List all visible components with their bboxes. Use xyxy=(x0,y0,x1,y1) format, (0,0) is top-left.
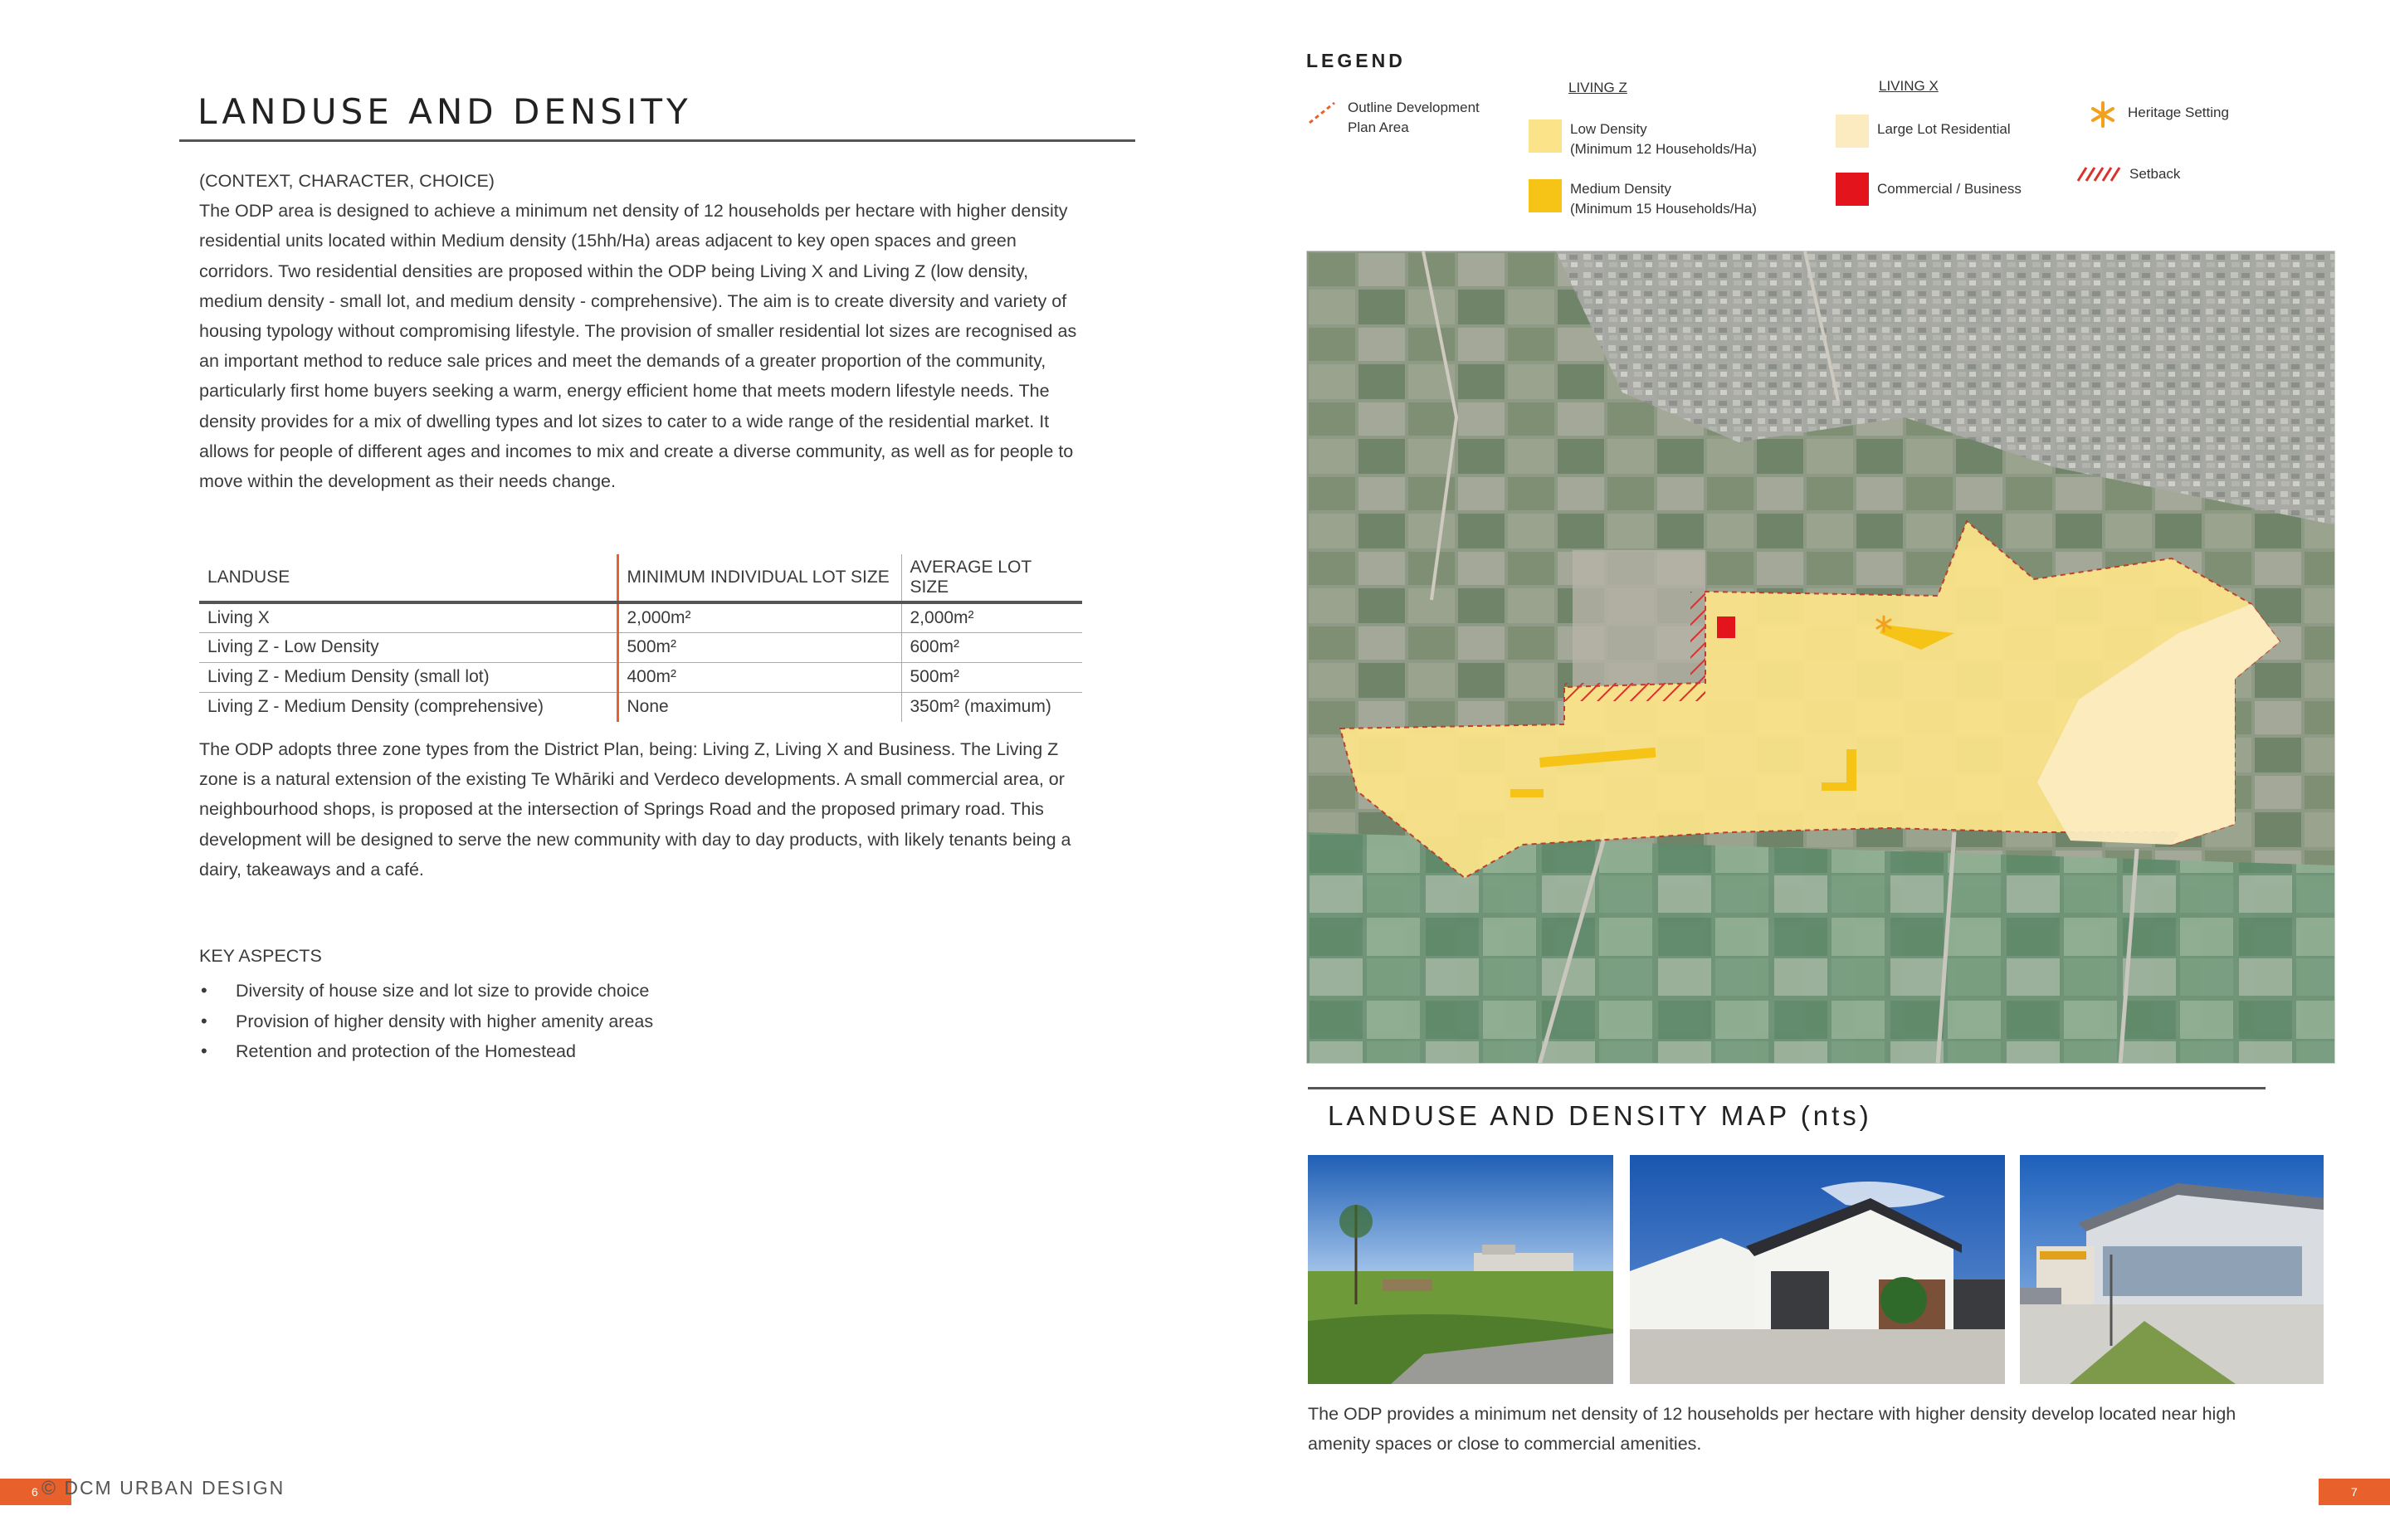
table-row xyxy=(199,632,1082,662)
key-aspects-list xyxy=(199,976,653,1067)
table-cell: Living Z - Medium Density (comprehensive) xyxy=(207,697,544,717)
table-header-avg-lot: AVERAGE LOT SIZE xyxy=(901,554,1082,602)
list-item: • Diversity of house size and lot size to provide choice xyxy=(199,976,653,1006)
map-caption-divider xyxy=(1308,1087,2266,1089)
legend-title: LEGEND xyxy=(1306,50,1406,71)
intro-section xyxy=(199,166,1095,496)
table-cell: None xyxy=(617,692,901,722)
table-cell: 400m² xyxy=(617,662,901,692)
map-caption: LANDUSE AND DENSITY MAP (nts) xyxy=(1328,1100,1872,1131)
legend-outline-label: Outline Development Plan Area xyxy=(1348,100,1480,135)
legend-setback xyxy=(2075,158,2180,191)
legend-living-x-heading: LIVING X xyxy=(1879,78,1939,94)
table-header-row xyxy=(199,554,1082,602)
table-cell: Living Z - Low Density xyxy=(199,632,617,662)
table-cell: 2,000m² xyxy=(617,602,901,632)
table-header-min-lot: MINIMUM INDIVIDUAL LOT SIZE xyxy=(617,554,901,602)
table-cell: Living X xyxy=(199,602,617,632)
photo-commercial xyxy=(2020,1155,2324,1384)
legend-medium-density xyxy=(1529,179,1757,219)
heritage-star-icon xyxy=(2086,98,2119,131)
table-cell: 500m² xyxy=(901,662,1082,692)
medium-density-swatch xyxy=(1529,179,1562,212)
low-density-swatch xyxy=(1529,119,1562,153)
list-item: • Retention and protection of the Homestead xyxy=(199,1036,653,1067)
commercial-swatch xyxy=(1836,173,1869,206)
aerial-map-graphic xyxy=(1307,251,2335,1064)
legend-outline xyxy=(1306,98,1480,138)
intro-paragraph: The ODP area is designed to achieve a minimum net density of 12 households per hectare with higher density residential units located within Medium density (15hh/Ha) areas adjacent to key open spaces and green corridors. Two residential densities are proposed within the ODP being Living X and Living Z (low density, medium density - small lot, and medium density - comprehensive). The aim is to create diversity and variety of housing typology without compromising lifestyle. The provision of smaller residential lot sizes are recognised as an important method to reduce sale prices and meet the demands of a greater proportion of the community, particularly first home buyers seeking a warm, energy efficient home that meets modern lifestyle needs. The density provides for a mix of dwelling types and lot sizes to cater to a wide range of the residential market. It allows for people of different ages and incomes to mix and create a diverse community, as well as for people to move within the development as their needs change. xyxy=(199,201,1077,492)
table-cell: 350m² (maximum) xyxy=(901,692,1082,722)
zones-paragraph: The ODP adopts three zone types from the District Plan, being: Living Z, Living X and Business. The Living Z zone is a natural extension of the existing Te Whāriki and Verdeco developments. A small commercial area, or neighbourhood shops, is proposed at the intersection of Springs Road and the proposed primary road. This development will be designed to serve the new community with day to day products, with likely tenants being a dairy, takeaways and a café. xyxy=(199,739,1071,880)
setback-hatch-icon xyxy=(2075,158,2121,191)
legend-commercial-label: Commercial / Business xyxy=(1877,181,2022,197)
page-title: LANDUSE AND DENSITY xyxy=(198,91,692,132)
title-divider xyxy=(179,139,1135,142)
page-number-left: 6 xyxy=(32,1485,38,1499)
page-number-right: 7 xyxy=(2351,1485,2358,1499)
photo-park xyxy=(1308,1155,1613,1384)
photo-houses xyxy=(1630,1155,2005,1384)
landuse-density-map xyxy=(1306,251,2335,1064)
lot-size-table xyxy=(199,554,1082,722)
table-row xyxy=(199,692,1082,722)
legend-large-lot xyxy=(1836,115,2011,148)
legend-setback-label: Setback xyxy=(2129,166,2181,182)
legend-large-lot-label: Large Lot Residential xyxy=(1877,121,2011,137)
legend-medium-density-label: Medium Density (Minimum 15 Households/Ha) xyxy=(1570,181,1757,217)
list-item: • Provision of higher density with higher amenity areas xyxy=(199,1006,653,1037)
key-aspects-heading: KEY ASPECTS xyxy=(199,946,322,966)
table-header-landuse: LANDUSE xyxy=(199,554,617,602)
outline-dash-icon xyxy=(1306,98,1339,131)
table-cell: 2,000m² xyxy=(901,602,1082,632)
legend-commercial xyxy=(1836,173,2022,206)
large-lot-swatch xyxy=(1836,115,1869,148)
legend-heritage-label: Heritage Setting xyxy=(2128,105,2229,120)
footer-brand: © DCM URBAN DESIGN xyxy=(41,1477,285,1499)
table-cell: 600m² xyxy=(901,632,1082,662)
table-cell: Living Z - Medium Density (small lot) xyxy=(199,662,617,692)
photo-caption: The ODP provides a minimum net density of 12 households per hectare with higher density develop located near high amenity spaces or close to commercial amenities. xyxy=(1308,1404,2236,1454)
legend-low-density xyxy=(1529,119,1757,159)
table-row xyxy=(199,662,1082,692)
table-row xyxy=(199,602,1082,632)
table-cell: 500m² xyxy=(617,632,901,662)
context-label: (CONTEXT, CHARACTER, CHOICE) xyxy=(199,171,495,191)
legend-heritage xyxy=(2086,98,2229,131)
legend-low-density-label: Low Density (Minimum 12 Households/Ha) xyxy=(1570,121,1757,157)
legend-living-z-heading: LIVING Z xyxy=(1568,80,1627,95)
